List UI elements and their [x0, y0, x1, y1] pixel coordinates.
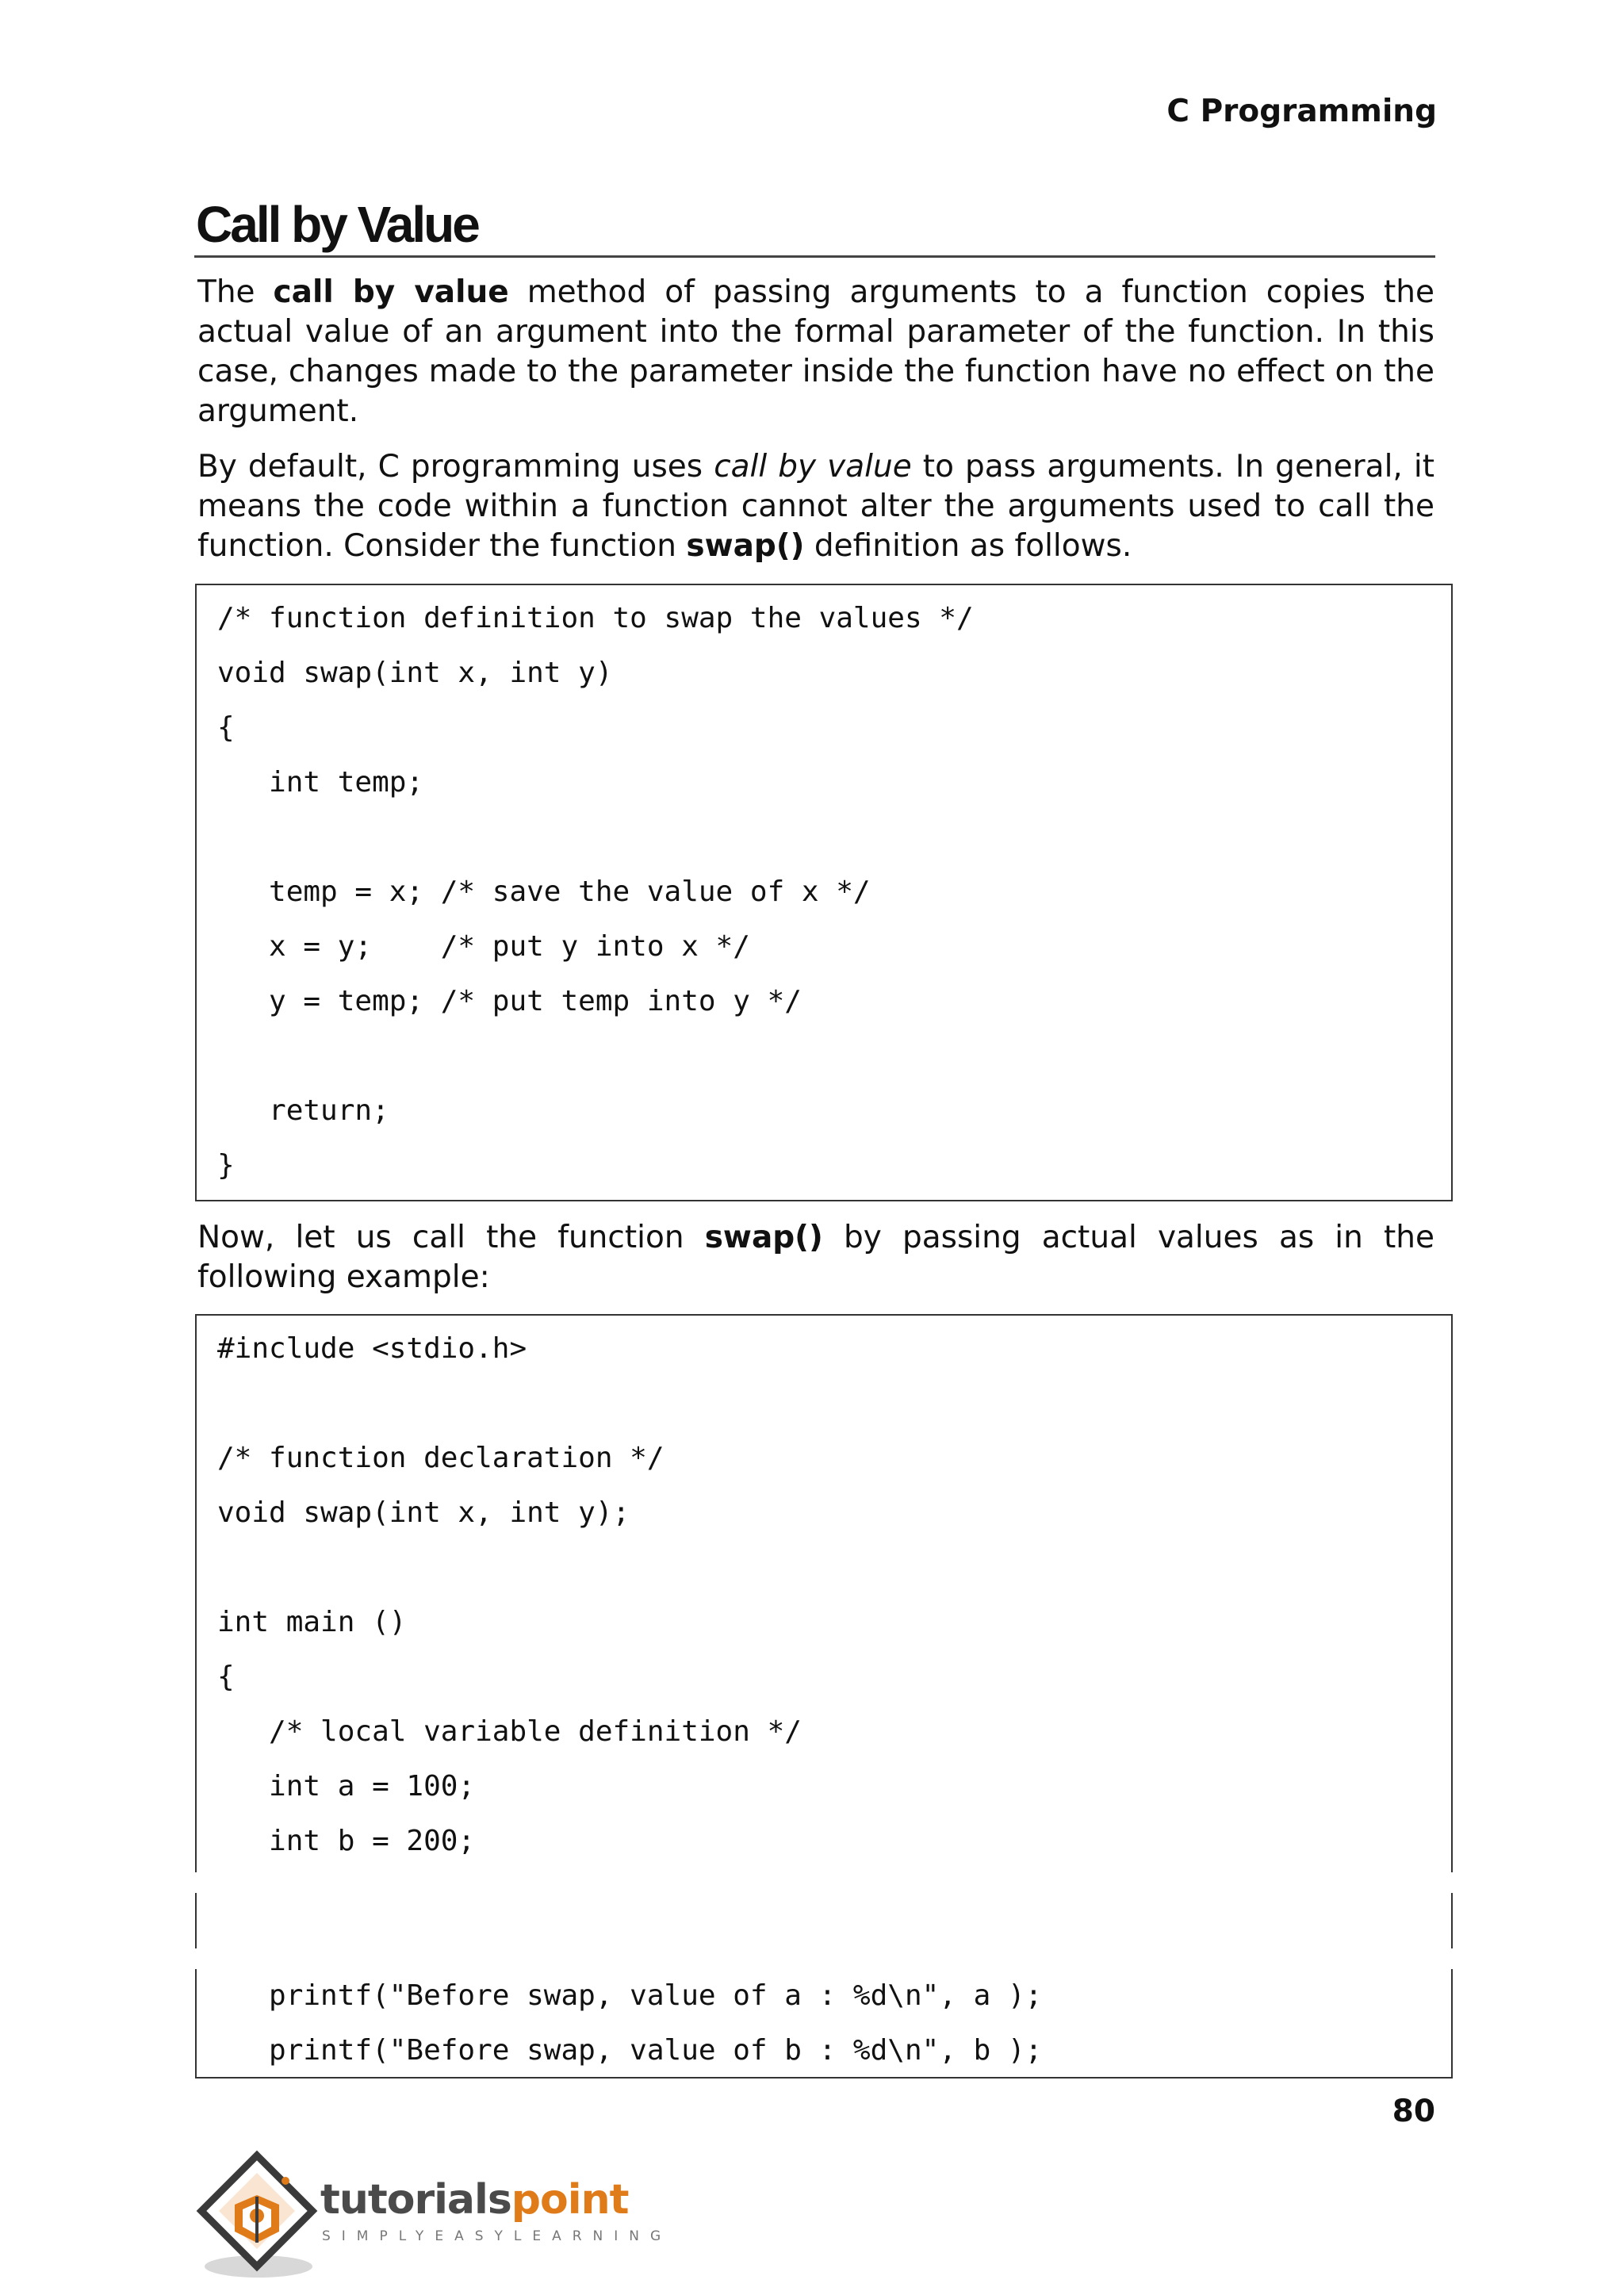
bold-term: swap(): [704, 1220, 823, 1255]
code-line: int main (): [217, 1606, 407, 1638]
bold-term: call by value: [273, 274, 509, 310]
border-fragment-right: [1451, 1893, 1453, 1948]
text-run: Now, let us call the function: [197, 1220, 705, 1255]
code-line: printf("Before swap, value of a : %d\n", a );: [217, 1979, 1043, 2012]
text-run: by passing actual values as in the following example:: [197, 1220, 1435, 1295]
border-gap: [190, 1948, 1459, 1969]
code-line: return;: [217, 1094, 389, 1127]
border-fragment-left: [195, 1893, 197, 1948]
logo-word-tutorials: tutorials: [320, 2176, 511, 2224]
text-run: definition as follows.: [804, 528, 1132, 564]
paragraph-call-example: [197, 1218, 1434, 1297]
code-line: /* function declaration */: [217, 1442, 665, 1474]
logo-wordmark: [320, 2176, 628, 2224]
code-line: temp = x; /* save the value of x */: [217, 875, 871, 908]
bold-term: swap(): [686, 528, 805, 564]
code-line: /* function definition to swap the values */: [217, 602, 974, 634]
border-gap: [190, 1872, 1459, 1893]
italic-term: call by value: [714, 449, 912, 485]
code-line: void swap(int x, int y);: [217, 1496, 630, 1529]
page-number: 80: [1392, 2094, 1435, 2129]
logo-tagline: SIMPLYEASYLEARNING: [322, 2228, 672, 2244]
code-line: }: [217, 1149, 235, 1182]
text-run: The: [197, 274, 274, 310]
tutorialspoint-logo: [193, 2149, 672, 2284]
text-run: method of passing arguments to a function copies the actual value of an argument into the formal parameter of the function. In this case, changes made to the parameter inside the function have no effect on the argument.: [197, 274, 1434, 429]
title-underline: [194, 255, 1435, 258]
code-line: x = y; /* put y into x */: [217, 930, 750, 963]
code-line: void swap(int x, int y): [217, 657, 613, 689]
code-line: {: [217, 1661, 235, 1693]
paragraph-intro: [197, 273, 1434, 431]
paragraph-default-behavior: [197, 447, 1434, 566]
logo-emblem-icon: [193, 2149, 320, 2284]
code-line: /* local variable definition */: [217, 1715, 802, 1748]
code-line: {: [217, 711, 235, 744]
logo-word-point: point: [511, 2176, 629, 2224]
text-run: to pass arguments. In general, it means the code within a function cannot alter the arguments used to call the function. Consider the function: [197, 449, 1435, 564]
code-line: int b = 200;: [217, 1825, 476, 1857]
code-line: int a = 100;: [217, 1770, 476, 1803]
running-header: C Programming: [1166, 94, 1437, 129]
text-run: By default, C programming uses: [197, 449, 714, 485]
code-line: #include <stdio.h>: [217, 1332, 527, 1365]
code-line: printf("Before swap, value of b : %d\n", b );: [217, 2034, 1043, 2067]
code-line: int temp;: [217, 766, 424, 799]
code-line: y = temp; /* put temp into y */: [217, 985, 802, 1017]
section-title: Call by Value: [196, 196, 478, 253]
